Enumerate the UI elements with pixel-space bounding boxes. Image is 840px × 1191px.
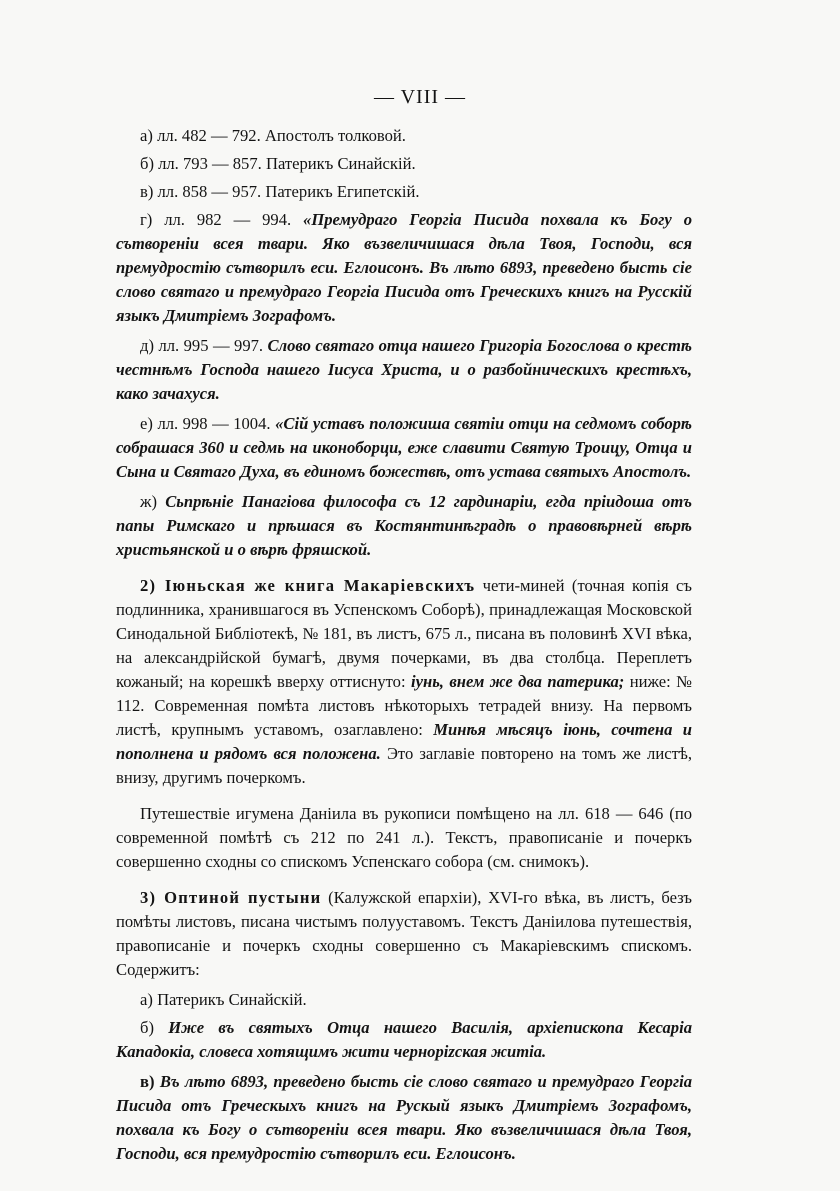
entry-e-label: д) bbox=[140, 336, 154, 355]
entry-g bbox=[116, 490, 692, 562]
section-2-body-3: Это заглавіе повторено на томъ же листѣ, внизу, другимъ почеркомъ. bbox=[116, 744, 692, 787]
section-3-entry-a-text: Патерикъ Синайскій. bbox=[157, 990, 307, 1009]
section-3-entry-c-label: в) bbox=[140, 1072, 155, 1091]
entry-f-text: «Сій уставъ положиша святіи отци на седмомъ соборѣ собрашася 360 и седмь на иконоборци, еже славити Святую Троицу, Отца и Сына и Святаго Духа, въ единомъ божествѣ, отъ устава святыхъ Апостолъ. bbox=[116, 414, 692, 481]
page-content bbox=[116, 124, 692, 1172]
entry-b-label: б) bbox=[140, 154, 154, 173]
entry-e-text: Слово святаго отца нашего Григоріа Богослова о крестѣ честнѣмъ Господа нашего Іисуса Христа, и о разбойническихъ крестѣхъ, како зачахуся. bbox=[116, 336, 692, 403]
entry-a-ref: лл. 482 — 792. bbox=[157, 126, 261, 145]
entry-a-label: а) bbox=[140, 126, 153, 145]
section-3-entry-c-text: Въ лѣто 6893, преведено бысть сiе слово святаго и премудраго Георгіа Писида отъ Греческыхъ книгъ на Рускый языкъ Дмитріемъ Зографомъ, похвала къ Богу о сътворенiи всея твари. Яко възвеличишася дѣла Твоя, Господи, вся премудростію сътворилъ еси. Еглоисонъ. bbox=[116, 1072, 692, 1163]
section-3-entry-a bbox=[116, 988, 692, 1012]
section-2-lead: 2) Іюньская же книга Макаріевскихъ bbox=[140, 576, 476, 595]
entry-c-label: в) bbox=[140, 182, 154, 201]
section-3-entry-a-label: а) bbox=[140, 990, 153, 1009]
entry-a-text: Апостолъ толковой. bbox=[264, 126, 406, 145]
entry-d-ref: лл. 982 — 994. bbox=[164, 210, 292, 229]
section-2-travel-paragraph: Путешествіе игумена Даніила въ рукописи помѣщено на лл. 618 — 646 (по современной помѣтѣ съ 212 по 241 л.). Текстъ, правописаніе и почеркъ совершенно сходны со спискомъ Успенскаго собора (см. снимокъ). bbox=[116, 804, 692, 871]
entry-c-text: Патерикъ Египетскій. bbox=[265, 182, 420, 201]
entry-f-ref: лл. 998 — 1004. bbox=[157, 414, 271, 433]
entry-b-ref: лл. 793 — 857. bbox=[158, 154, 262, 173]
section-3-entry-b-label: б) bbox=[140, 1018, 154, 1037]
entry-a bbox=[116, 124, 692, 148]
section-3-paragraph bbox=[116, 886, 692, 982]
entry-c bbox=[116, 180, 692, 204]
entry-d bbox=[116, 208, 692, 328]
section-2-body-2: ниже: № 112. Современная помѣта листовъ нѣкоторыхъ тетрадей внизу. На первомъ листѣ, крупнымъ уставомъ, озаглавлено: bbox=[116, 672, 692, 739]
entry-e bbox=[116, 334, 692, 406]
section-3-entry-c bbox=[116, 1070, 692, 1166]
entry-f bbox=[116, 412, 692, 484]
entry-c-ref: лл. 858 — 957. bbox=[157, 182, 262, 201]
page-number: — VIII — bbox=[373, 86, 467, 108]
entry-g-text: Сьпрѣніе Панагіова философа съ 12 гардинаріи, егда пріидоша отъ папы Римскаго и прѣшася въ Костянтинѣградѣ о правовѣрней вѣрѣ христьянской и о вѣрѣ фряшской. bbox=[116, 492, 692, 559]
entry-f-label: е) bbox=[140, 414, 153, 433]
section-3-body: (Калужской епархіи), XVI-го вѣка, въ листъ, безъ помѣты листовъ, писана чистымъ полууставомъ. Текстъ Даніилова путешествія, правописаніе и почеркъ сходны совершенно съ Макаріевскимъ спискомъ. Содержитъ: bbox=[116, 888, 693, 979]
section-3-entry-b-text: Иже въ святыхъ Отца нашего Василія, архіепископа Кесаріа Кападокіа, словеса хотящимъ жити чернорizская житіа. bbox=[116, 1018, 692, 1061]
section-2-italic-2: Минѣя мѣсяцъ іюнь, сочтена и пополнена и рядомъ вся положена. bbox=[116, 720, 692, 763]
section-2-body-1: чети-миней (точная копія съ подлинника, хранившагося въ Успенскомъ Соборѣ), принадлежащая Московской Синодальной Библіотекѣ, № 181, въ листъ, 675 л., писана въ половинѣ XVI вѣка, на александрійской бумагѣ, двумя почерками, въ два столбца. Переплетъ кожаный; на корешкѣ вверху оттиснуто: bbox=[116, 576, 693, 691]
section-3-entry-b bbox=[116, 1016, 692, 1064]
section-2-italic-1: іунь, внем же два патерика; bbox=[411, 672, 625, 691]
entry-e-ref: лл. 995 — 997. bbox=[158, 336, 264, 355]
entry-g-label: ж) bbox=[140, 492, 157, 511]
entry-d-text: «Премудраго Георгіа Писида похвала къ Богу о сътворенiи всея твари. Яко възвеличишася дѣла Твоя, Господи, вся премудростію сътворилъ еси. Еглоисонъ. Въ лѣто 6893, преведено бысть сiе слово святаго и премудраго Георгіа Писида отъ Греческихъ книгъ на Русскій языкъ Дмитріемъ Зографомъ. bbox=[116, 210, 692, 325]
entry-d-label: г) bbox=[140, 210, 153, 229]
entry-b bbox=[116, 152, 692, 176]
section-2-paragraph bbox=[116, 574, 692, 790]
section-3-lead: 3) Оптиной пустыни bbox=[140, 888, 322, 907]
entry-b-text: Патерикъ Синайскій. bbox=[265, 154, 416, 173]
